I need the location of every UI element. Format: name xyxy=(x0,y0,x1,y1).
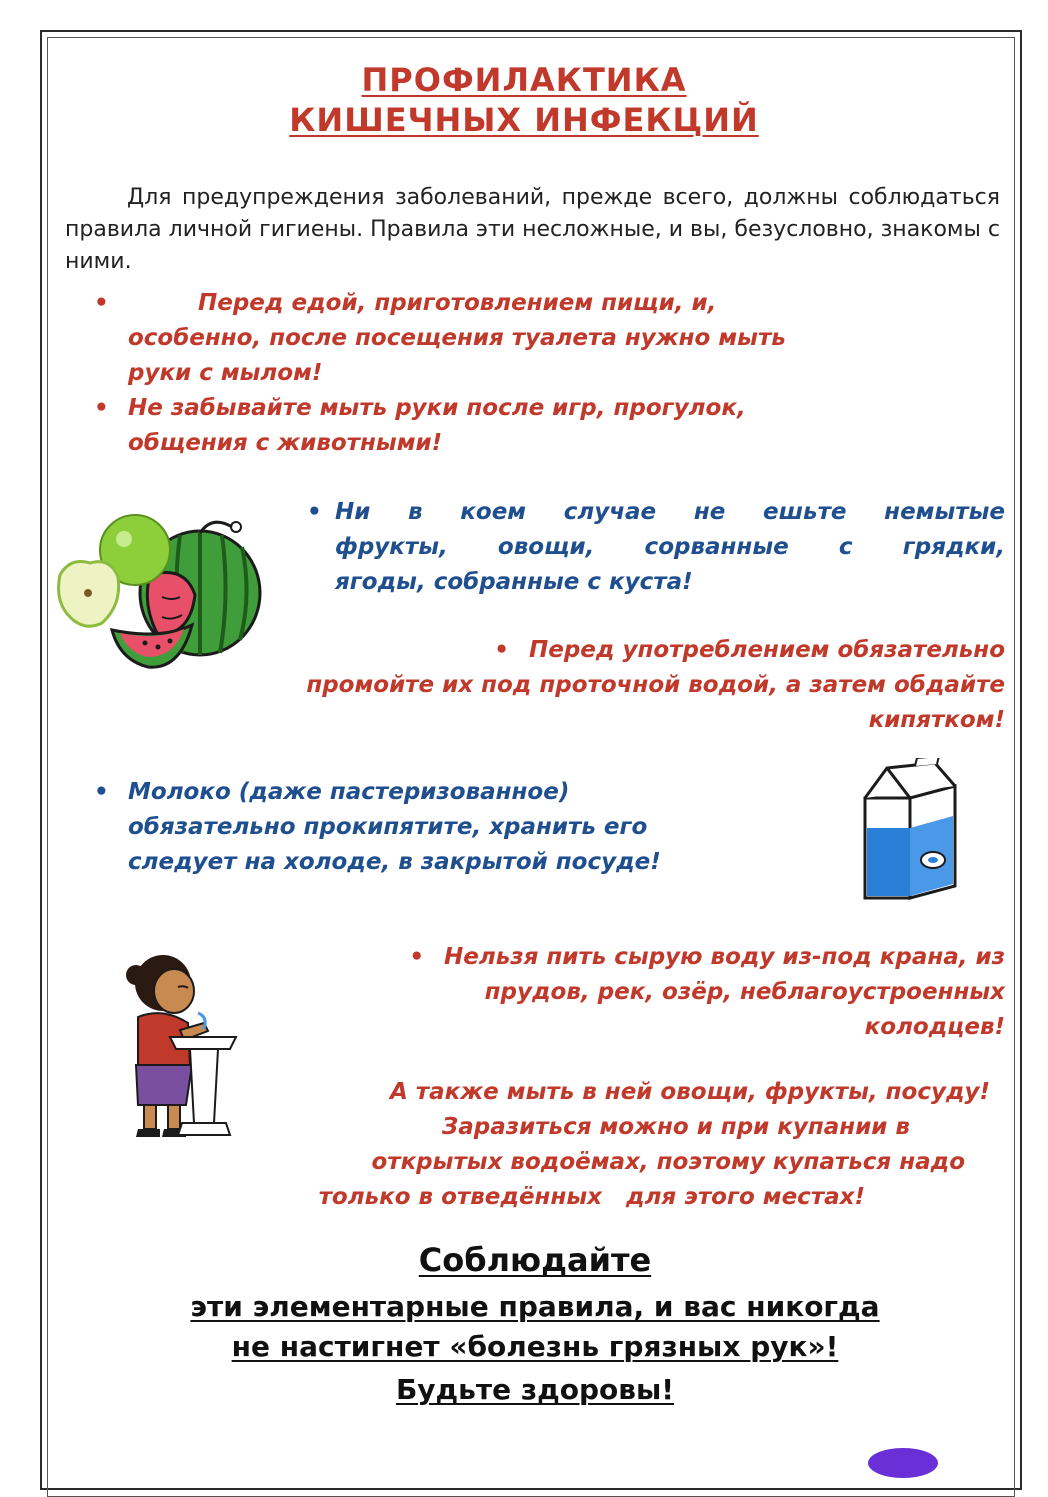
also-paragraph xyxy=(150,1075,990,1215)
bullet-6-line-1-text: Нельзя пить сырую воду из-под крана, из xyxy=(444,944,1005,970)
bullet-dot: • xyxy=(94,395,109,421)
bullet-3-line-1: Ни в коем случае не ешьте немытые xyxy=(335,499,1005,525)
also-line-3: открытых водоёмах, поэтому купаться надо xyxy=(371,1149,965,1175)
bullet-2-line-2: общения с животными! xyxy=(128,430,443,456)
bullet-6-line-1 xyxy=(270,940,1005,975)
corner-blob xyxy=(868,1448,938,1478)
bullet-3-line-3: ягоды, собранные с куста! xyxy=(335,569,693,595)
bullet-5-line-1: Молоко (даже пастеризованное) xyxy=(128,779,570,805)
intro-paragraph: Для предупреждения заболеваний, прежде всего, должны соблюдаться правила личной гигиены. Правила эти несложные, и вы, безусловно, знакомы с ними. xyxy=(65,185,1000,274)
closing-line-3: не настигнет «болезнь грязных рук»! xyxy=(231,1330,839,1363)
bullet-dot: • xyxy=(307,499,322,525)
bullet-5-line-2: обязательно прокипятите, хранить его xyxy=(128,814,648,840)
bullet-dot: • xyxy=(94,290,109,316)
closing-line-4: Будьте здоровы! xyxy=(395,1373,675,1406)
bullet-1-line-2: особенно, после посещения туалета нужно мыть xyxy=(128,325,786,351)
bullet-dot: • xyxy=(94,779,109,805)
bullet-6 xyxy=(270,940,1005,1045)
bullet-1-line-3: руки с мылом! xyxy=(128,360,323,386)
closing-line-2: эти элементарные правила, и вас никогда xyxy=(190,1290,880,1323)
bullet-2 xyxy=(94,391,1008,461)
title-line-1: ПРОФИЛАКТИКА xyxy=(361,61,687,99)
bullet-1-line-1: Перед едой, приготовлением пищи, и, xyxy=(198,290,717,316)
bullet-4-line-3: кипятком! xyxy=(868,707,1005,733)
bullet-4-line-1-text: Перед употреблением обязательно xyxy=(528,637,1005,663)
bullet-4-line-2: промойте их под проточной водой, а затем обдайте xyxy=(306,672,1005,698)
bullet-dot: • xyxy=(409,944,425,970)
closing-line-1: Соблюдайте xyxy=(418,1241,652,1279)
bullet-3-line-2: фрукты, овощи, сорванные с грядки, xyxy=(335,534,1005,560)
bullet-3 xyxy=(307,495,1005,600)
bullet-2-line-1: Не забывайте мыть руки после игр, прогулок, xyxy=(128,395,746,421)
bullet-dot: • xyxy=(494,637,509,663)
bullet-4 xyxy=(140,633,1005,738)
title-line-2: КИШЕЧНЫХ ИНФЕКЦИЙ xyxy=(289,101,759,139)
also-line-2: Заразиться можно и при купании в xyxy=(441,1114,910,1140)
bullet-5 xyxy=(94,775,818,880)
also-line-1: А также мыть в ней овощи, фрукты, посуду! xyxy=(390,1079,990,1105)
bullet-4-line-1 xyxy=(140,633,1005,668)
bullet-1 xyxy=(94,286,1008,391)
milk-carton-icon xyxy=(855,758,975,908)
bullet-5-line-3: следует на холоде, в закрытой посуде! xyxy=(128,849,661,875)
also-line-4: только в отведённых для этого местах! xyxy=(318,1184,865,1210)
bullet-6-line-3: колодцев! xyxy=(864,1014,1005,1040)
bullet-6-line-2: прудов, рек, озёр, неблагоустроенных xyxy=(484,979,1005,1005)
